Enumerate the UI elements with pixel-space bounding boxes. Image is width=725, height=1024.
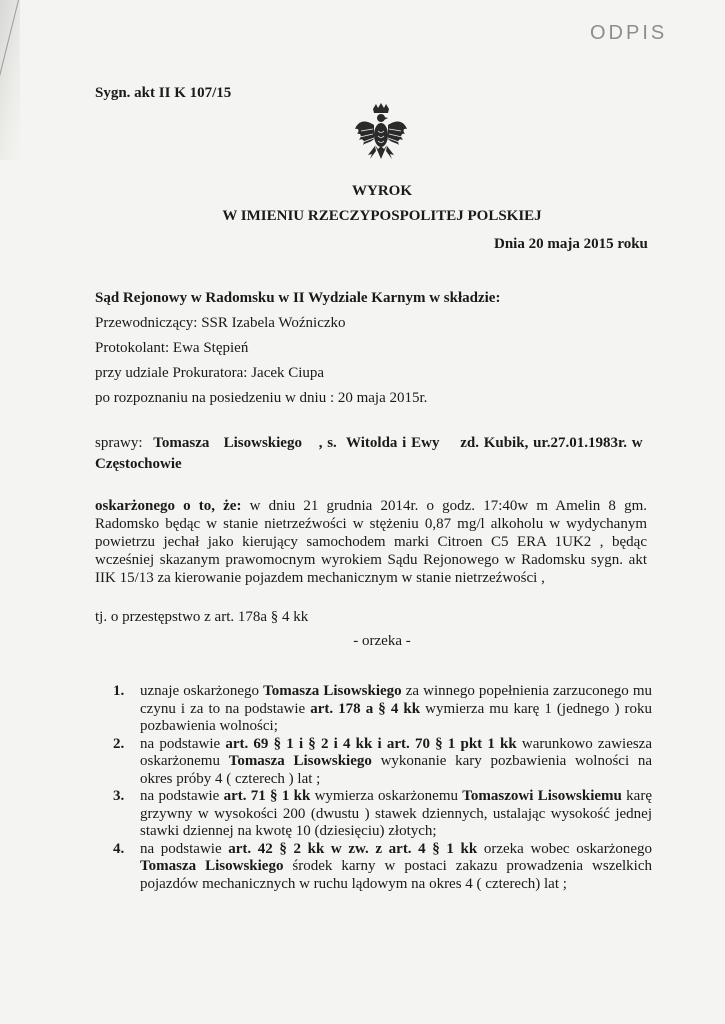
item-bold: Tomasza Lisowskiego (140, 858, 284, 874)
item-bold: art. 71 § 1 kk (223, 788, 311, 804)
item-text: na podstawie (140, 788, 224, 804)
item-bold: Tomasza Lisowskiego (263, 683, 402, 699)
ruling-header: - orzeka - (353, 633, 411, 649)
offence-line: tj. o przestępstwo z art. 178a § 4 kk (95, 609, 309, 625)
court-composition: Sąd Rejonowy w Radomsku w II Wydziale Karnym w składzie: (95, 290, 501, 306)
item-text: uznaje oskarżonego (140, 683, 264, 699)
hearing-line: po rozpoznaniu na posiedzeniu w dniu : 20 maja 2015r. (95, 390, 428, 406)
charge-lead: oskarżonego o to, że: (95, 498, 242, 514)
chair-value: SSR Izabela Woźniczko (201, 315, 346, 331)
document-title: WYROK (352, 183, 412, 199)
item-bold: art. 69 § 1 i § 2 i 4 kk i art. 70 § 1 pkt 1 kk (225, 735, 517, 752)
chair-label: Przewodniczący: (95, 315, 198, 331)
clerk-line (95, 340, 248, 357)
item-text: karę grzywny w wysokości 200 (dwustu ) stawek dziennych, ustalając wysokość jednej stawki dziennej na kwotę 10 (dziesięciu) złotych; (140, 788, 652, 839)
prosecutor-value: Jacek Ciupa (251, 365, 325, 381)
item-text: wykonanie kary pozbawienia wolności na okres próby 4 ( czterech ) lat ; (140, 753, 652, 787)
item-number: 2. (113, 735, 125, 752)
prosecutor-label: przy udziale Prokuratora: (95, 365, 248, 381)
document-subtitle: W IMIENIU RZECZYPOSPOLITEJ POLSKIEJ (222, 208, 542, 224)
charge-text: w dniu 21 grudnia 2014r. o godz. 17:40w m Amelin 8 gm. Radomsko będąc w stanie nietrzeźwości w stężeniu 0,87 mg/l alkoholu w wydychanym powietrzu jechał jako kierujący samochodem marki Citroen C5 ERA 1UK2 , będąc wcześniej skazanym prawomocnym wyrokiem Sądu Rejonowego w Radomsku sygn. akt IIK 15/13 za kierowanie pojazdem mechanicznym w stanie nietrzeźwości , (95, 498, 647, 586)
polish-eagle-emblem-icon (353, 103, 409, 169)
ruling-items (113, 683, 653, 893)
item-text: wymierza oskarżonemu (310, 788, 463, 804)
item-text: wymierza mu karę 1 (jednego ) roku pozbawienia wolności; (140, 700, 652, 734)
ruling-item (113, 683, 653, 736)
defendant-details: zd. Kubik, ur.27.01.1983r. w (460, 435, 643, 451)
case-line (95, 435, 643, 452)
item-text: na podstawie (140, 735, 226, 752)
chair-line (95, 315, 346, 332)
item-text: na podstawie (140, 840, 229, 857)
item-text: orzeka wobec oskarżonego (477, 840, 653, 857)
copy-stamp: ODPIS (590, 22, 668, 44)
clerk-value: Ewa Stępień (172, 340, 249, 356)
ruling-item (113, 735, 652, 789)
case-number: Sygn. akt II K 107/15 (95, 85, 232, 101)
ruling-date: Dnia 20 maja 2015 roku (494, 236, 648, 252)
defendant-parents: , s. Witolda i Ewy (318, 435, 440, 451)
defendant-name: Tomasza Lisowskiego (153, 435, 302, 451)
item-number: 3. (113, 788, 125, 804)
item-number: 1. (113, 683, 125, 699)
item-text: warunkowo zawiesza oskarżonemu (140, 735, 652, 769)
item-bold: art. 178 a § 4 kk (310, 700, 421, 717)
item-bold: Tomasza Lisowskiego (228, 753, 372, 769)
item-text: środek karny w postaci zakazu prowadzenia wszelkich pojazdów mechanicznych w ruchu lądowym na okres 4 ( czterech) lat ; (140, 858, 653, 892)
ruling-item (113, 788, 652, 841)
defendant-city: Częstochowie (95, 456, 182, 472)
prosecutor-line (95, 365, 324, 382)
item-bold: Tomaszowi Lisowskiemu (462, 788, 622, 804)
item-text: za winnego popełnienia zarzuconego mu czynu i za to na podstawie (140, 683, 653, 717)
item-bold: art. 42 § 2 kk w zw. z art. 4 § 1 kk (228, 840, 478, 857)
charge-paragraph (95, 497, 647, 587)
ruling-item (113, 840, 653, 894)
clerk-label: Protokolant: (95, 340, 170, 356)
case-label: sprawy: (95, 435, 143, 451)
item-number: 4. (113, 840, 125, 857)
scan-edge-shadow (0, 0, 20, 160)
